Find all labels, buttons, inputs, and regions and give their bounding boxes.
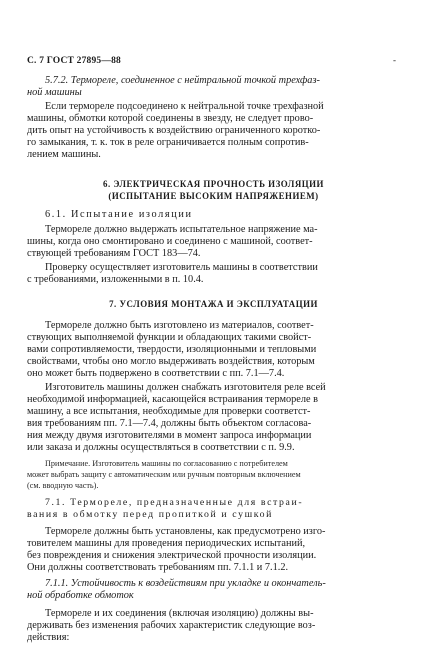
paragraph-line: свойствами, чтобы оно могло выдерживать воздействия, которым (27, 356, 315, 367)
paragraph-line: ствующих выполняемой функции и обладающих такими свойст- (27, 332, 312, 343)
paragraph-line: без повреждения и снижения электрической прочности изоляции. (27, 550, 317, 561)
note-line: может выбрать защиту с автоматическим или ручным повторным включением (27, 470, 301, 479)
paragraph-line: Проверку осуществляет изготовитель машины в соответствии (45, 262, 318, 273)
paragraph-line: оно может быть подвержено в соответствии с пп. 7.1—7.4. (27, 368, 285, 379)
section-title-7: 7. УСЛОВИЯ МОНТАЖА И ЭКСПЛУАТАЦИИ (109, 299, 318, 309)
paragraph-line: ния между двумя изготовителями в момент запроса информации (27, 430, 312, 441)
paragraph-line: Термореле должно быть изготовлено из материалов, соответ- (45, 320, 314, 331)
section-heading-6-1: 6.1. Испытание изоляции (45, 209, 193, 220)
note-line: (см. вводную часть). (27, 481, 99, 490)
note-line: Примечание. Изготовитель машины по согласованию с потребителем (45, 459, 288, 468)
section-title-6: 6. ЭЛЕКТРИЧЕСКАЯ ПРОЧНОСТЬ ИЗОЛЯЦИИ (103, 179, 324, 189)
paragraph-line: действия: (27, 632, 70, 643)
paragraph-line: машины, обмотки которой соединены в звезду, не следует прово- (27, 113, 314, 124)
paragraph-line: Изготовитель машины должен снабжать изготовителя реле всей (45, 382, 326, 393)
section-heading-7-1-1: 7.1.1. Устойчивость к воздействиям при укладке и окончатель- (45, 578, 326, 589)
section-heading-7-1: 7.1. Термореле, предназначенные для встраи- (45, 497, 304, 508)
paragraph-line: лением машины. (27, 149, 101, 160)
paragraph-line: держивать без изменения рабочих характеристик следующие воз- (27, 620, 316, 631)
paragraph-line: Термореле должны быть установлены, как предусмотрено изго- (45, 526, 326, 537)
section-subtitle-6: (ИСПЫТАНИЕ ВЫСОКИМ НАПРЯЖЕНИЕМ) (108, 191, 319, 201)
paragraph-line: Термореле и их соединения (включая изоляцию) должны вы- (45, 608, 314, 619)
page-header-mark: - (393, 55, 396, 65)
paragraph-line: Если термореле подсоединено к нейтральной точке трехфазной (45, 101, 324, 112)
paragraph-line: го замыкания, т. к. ток в реле ограничивается полным сопротив- (27, 137, 309, 148)
paragraph-line: или заказа и должны осуществляться в соответствии с п. 9.9. (27, 442, 295, 453)
page-header: С. 7 ГОСТ 27895—88 (27, 56, 121, 66)
section-heading-5-7-2-cont: ной машины (27, 87, 82, 98)
paragraph-line: товителем машины для проведения периодических испытаний, (27, 538, 306, 549)
paragraph-line: шины, когда оно смонтировано и соединено с машиной, соответ- (27, 236, 313, 247)
section-heading-7-1-1-cont: ной обработке обмоток (27, 590, 134, 601)
paragraph-line: вами сопротивляемости, твердости, изоляционными и тепловыми (27, 344, 317, 355)
section-heading-5-7-2: 5.7.2. Термореле, соединенное с нейтральной точкой трехфаз- (45, 75, 320, 86)
paragraph-line: с требованиями, изложенными в п. 10.4. (27, 274, 204, 285)
paragraph-line: машину, а все испытания, необходимые для проверки соответст- (27, 406, 311, 417)
section-heading-7-1-cont: вания в обмотку перед пропиткой и сушкой (27, 509, 273, 520)
paragraph-line: дить опыт на устойчивость к воздействию ограниченного коротко- (27, 125, 321, 136)
paragraph-line: Они должны соответствовать требованиям пп. 7.1.1 и 7.1.2. (27, 562, 289, 573)
paragraph-line: вия требованиям пп. 7.1—7.4, должны быть объектом согласова- (27, 418, 312, 429)
paragraph-line: ствующей требованиям ГОСТ 183—74. (27, 248, 201, 259)
paragraph-line: необходимой информацией, касающейся встраивания термореле в (27, 394, 318, 405)
paragraph-line: Термореле должно выдержать испытательное напряжение ма- (45, 224, 318, 235)
